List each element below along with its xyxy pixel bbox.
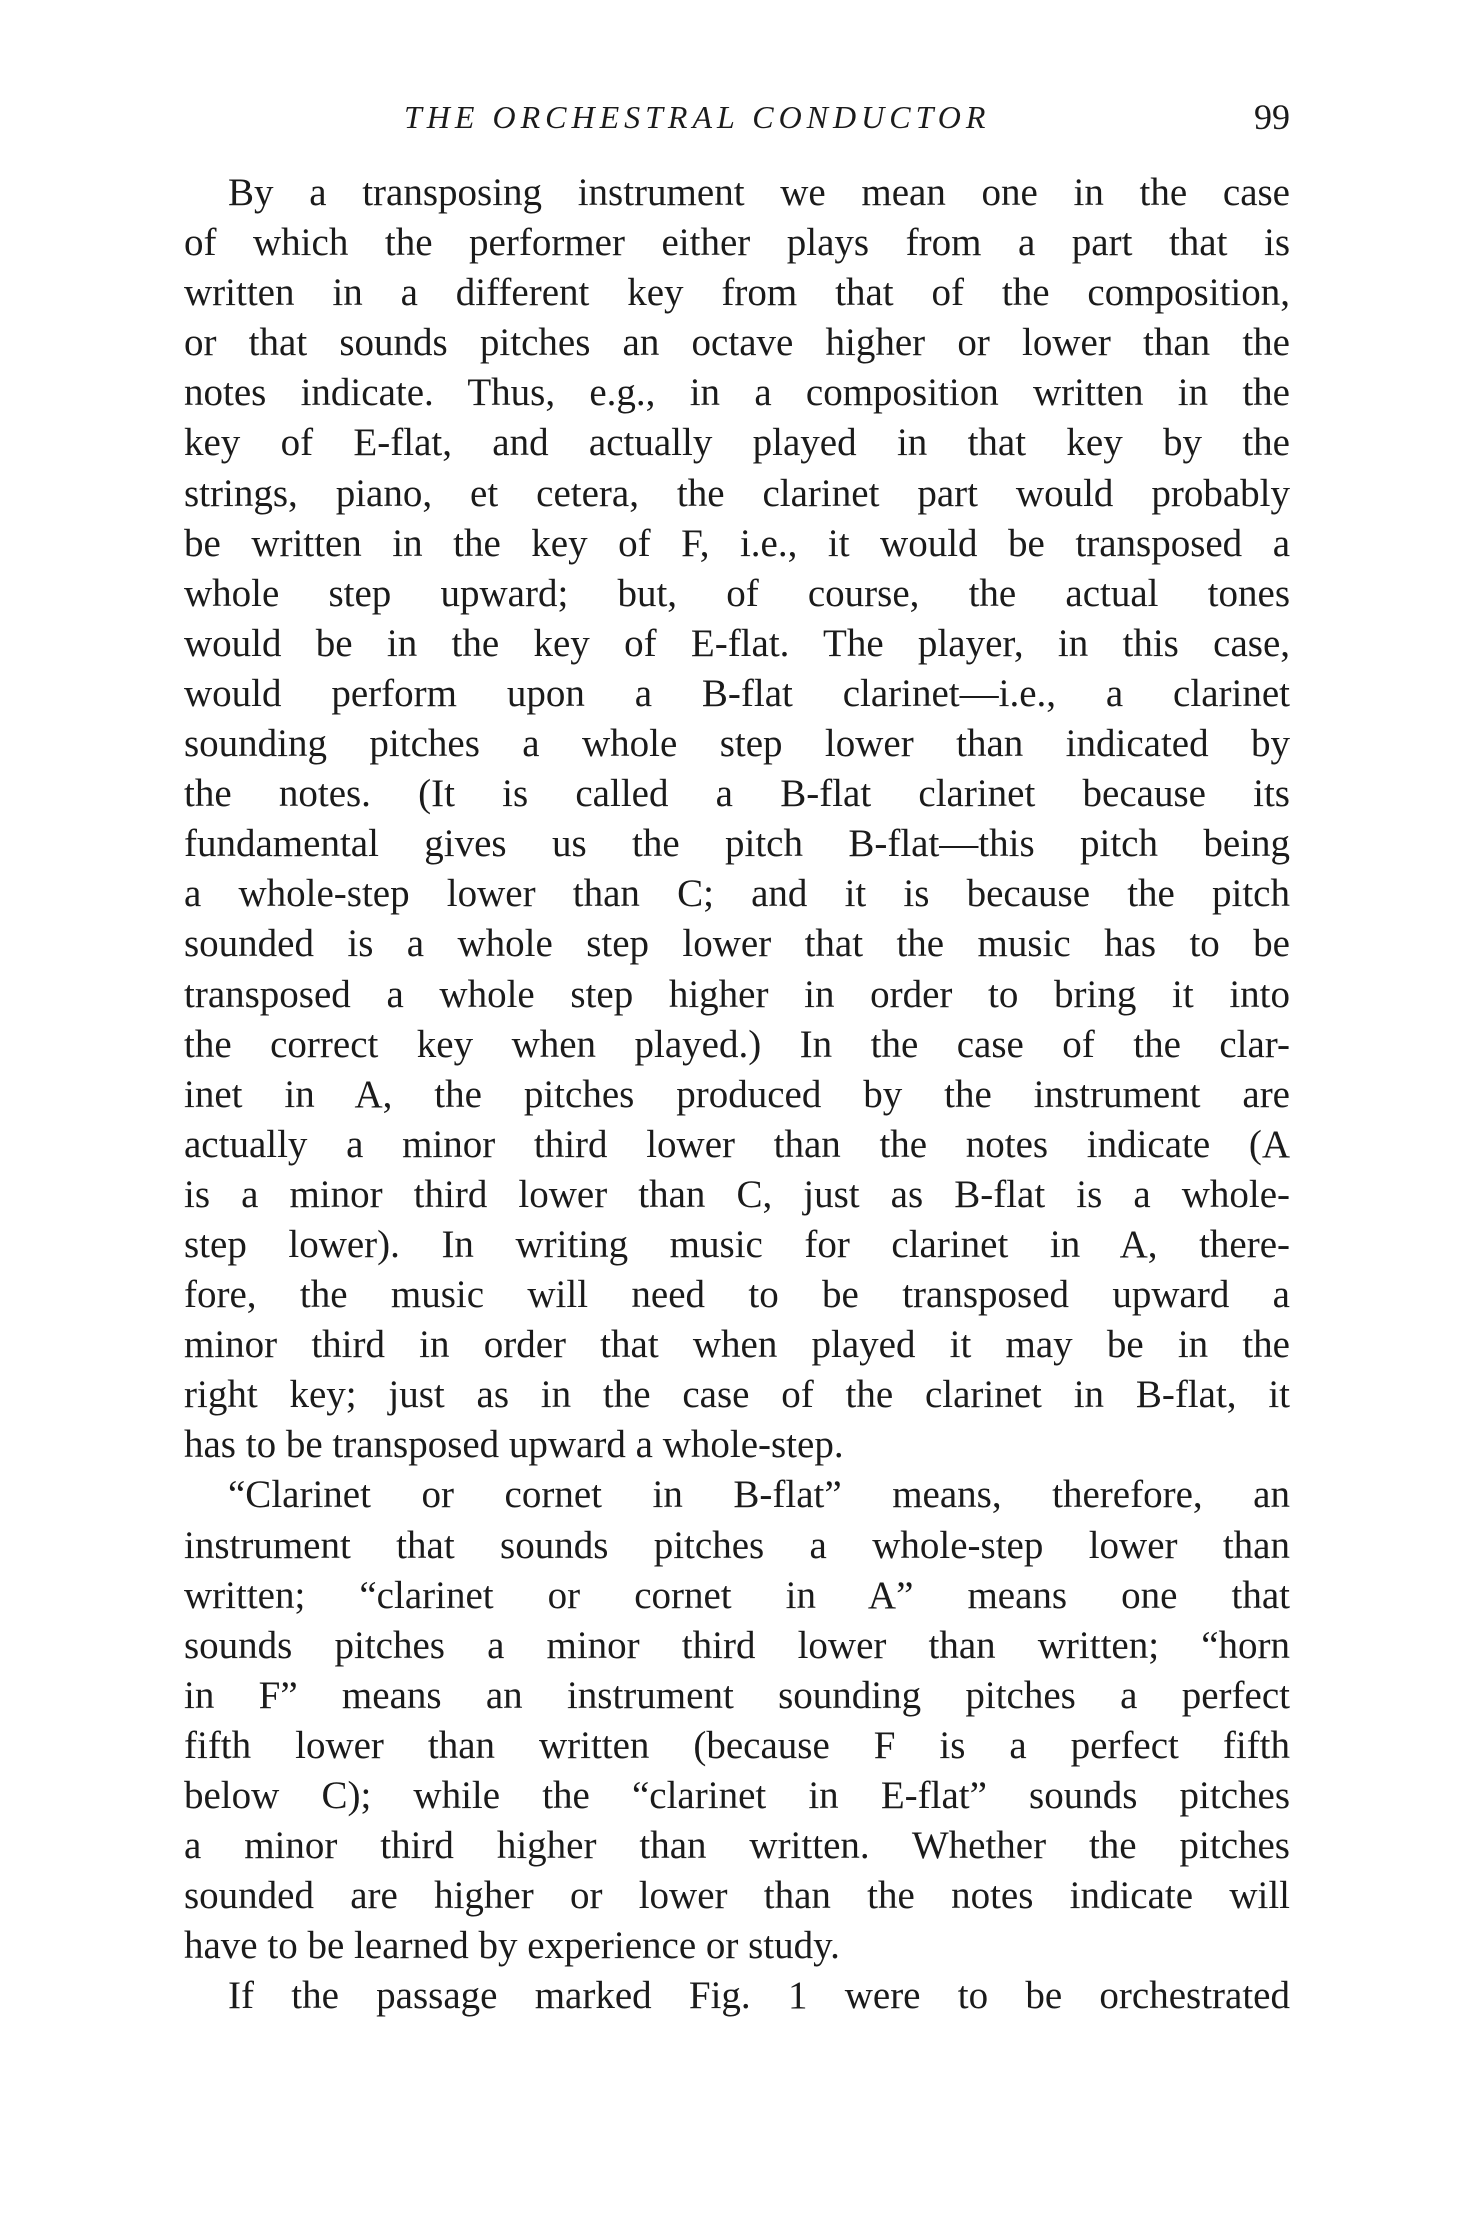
text-line: notes indicate. Thus, e.g., in a composition written in the [184,371,1290,415]
text-line: has to be transposed upward a whole-step. [184,1423,844,1467]
text-line: By a transposing instrument we mean one in the case [228,171,1290,214]
text-line: is a minor third lower than C, just as B-flat is a whole- [184,1172,1290,1216]
text-line: step lower). In writing music for clarinet in A, there- [184,1222,1290,1266]
text-line: If the passage marked Fig. 1 were to be orchestrated [228,1974,1290,2018]
text-line: transposed a whole step higher in order to bring it into [184,972,1290,1016]
text-line: a whole-step lower than C; and it is because the pitch [184,872,1290,916]
text-line: would perform upon a B-flat clarinet—i.e., a clarinet [184,671,1290,715]
paragraph-clarinet-meanings [184,1470,1290,1971]
text-line: sounded is a whole step lower that the music has to be [184,922,1290,966]
text-line: would be in the key of E-flat. The player, in this case, [184,621,1290,665]
text-line: of which the performer either plays from a part that is [184,221,1290,265]
text-line: sounds pitches a minor third lower than written; “horn [184,1623,1290,1667]
paragraph-transposing-instruments [184,168,1290,1470]
text-line: fifth lower than written (because F is a perfect fifth [184,1723,1290,1767]
text-line: “Clarinet or cornet in B-flat” means, therefore, an [228,1473,1290,1517]
text-line: actually a minor third lower than the notes indicate (A [184,1122,1290,1166]
text-line: inet in A, the pitches produced by the instrument are [184,1072,1290,1116]
text-line: sounded are higher or lower than the notes indicate will [184,1874,1290,1918]
page-number: 99 [1254,97,1290,137]
text-line: or that sounds pitches an octave higher or lower than the [184,321,1290,365]
text-line: have to be learned by experience or study. [184,1924,840,1968]
running-title: THE ORCHESTRAL CONDUCTOR [404,99,991,135]
text-line: be written in the key of F, i.e., it would be transposed a [184,521,1290,565]
text-line: written; “clarinet or cornet in A” means one that [184,1573,1290,1617]
text-line: fundamental gives us the pitch B-flat—this pitch being [184,822,1290,866]
text-line: sounding pitches a whole step lower than indicated by [184,722,1290,766]
text-line: the correct key when played.) In the case of the clar- [184,1022,1290,1066]
text-line: whole step upward; but, of course, the actual tones [184,571,1290,615]
text-line: a minor third higher than written. Whether the pitches [184,1824,1290,1868]
text-line: instrument that sounds pitches a whole-step lower than [184,1523,1290,1567]
text-line: below C); while the “clarinet in E-flat” sounds pitches [184,1774,1290,1817]
paragraph-fig-1 [184,1971,1290,2021]
text-line: written in a different key from that of the composition, [184,271,1290,315]
text-line: strings, piano, et cetera, the clarinet part would probably [184,471,1290,515]
text-line: fore, the music will need to be transposed upward a [184,1273,1290,1317]
text-line: key of E-flat, and actually played in that key by the [184,421,1290,465]
text-line: the notes. (It is called a B-flat clarinet because its [184,772,1290,816]
body-text [184,168,1290,2021]
text-line: minor third in order that when played it may be in the [184,1323,1290,1367]
text-line: in F” means an instrument sounding pitches a perfect [184,1673,1290,1717]
running-header [184,92,1290,142]
text-line: right key; just as in the case of the clarinet in B-flat, it [184,1373,1290,1417]
